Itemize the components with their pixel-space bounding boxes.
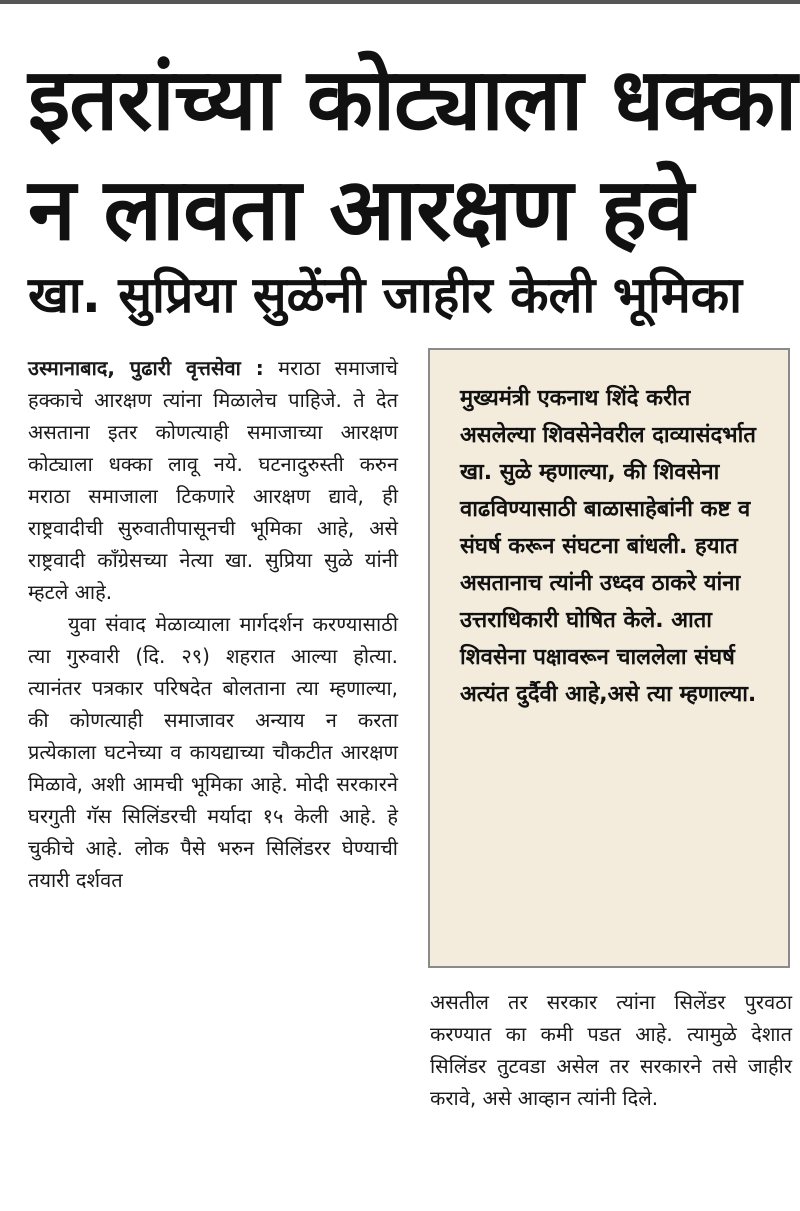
- headline-line-2: न लावता आरक्षण हवे: [28, 160, 693, 260]
- article-right-column: [430, 986, 792, 1114]
- top-rule: [0, 0, 800, 4]
- sidebar-quote-box: [428, 348, 790, 968]
- headline-line-1: इतरांच्या कोट्याला धक्का: [28, 50, 797, 150]
- article-left-column: [28, 352, 398, 896]
- article-para-3: असतील तर सरकार त्यांना सिलेंडर पुरवठा करण्यात का कमी पडत आहे. त्यामुळे देशात सिलिंडर तुटवडा असेल तर सरकारने तसे जाहीर करावे, असे आव्हान त्यांनी दिले.: [430, 990, 792, 1110]
- article-para-2: युवा संवाद मेळाव्याला मार्गदर्शन करण्यासाठी त्या गुरुवारी (दि. २९) शहरात आल्या होत्या. त्यानंतर पत्रकार परिषदेत बोलताना त्या म्हणाल्या, की कोणत्याही समाजावर अन्याय न करता प्रत्येकाला घटनेच्या व कायद्याच्या चौकटीत आरक्षण मिळावे, अशी आमची भूमिका आहे. मोदी सरकारने घरगुती गॅस सिलिंडरची मर्यादा १५ केली आहे. हे चुकीचे आहे. लोक पैसे भरुन सिलिंडरर घेण्याची तयारी दर्शवत: [28, 612, 398, 892]
- article-para-1: [28, 352, 398, 608]
- article-para-1-text: मराठा समाजाचे हक्काचे आरक्षण त्यांना मिळालेच पाहिजे. ते देत असताना इतर कोणत्याही समाजाच्या आरक्षण कोट्याला धक्का लावू नये. घटनादुरुस्ती करुन मराठा समाजाला टिकणारे आरक्षण द्यावे, ही राष्ट्रवादीची सुरुवातीपासूनची भूमिका आहे, असे राष्ट्रवादी काँग्रेसच्या नेत्या खा. सुप्रिया सुळे यांनी म्हटले आहे.: [28, 356, 398, 604]
- sidebar-quote-text: मुख्यमंत्री एकनाथ शिंदे करीत असलेल्या शिवसेनेवरील दाव्यासंदर्भात खा. सुळे म्हणाल्या, की शिवसेना वाढविण्यासाठी बाळासाहेबांनी कष्ट व संघर्ष करून संघटना बांधली. हयात असतानाच त्यांनी उध्दव ठाकरे यांना उत्तराधिकारी घोषित केले. आता शिवसेना पक्षावरून चाललेला संघर्ष अत्यंत दुर्दैवी आहे,असे त्या म्हणाल्या.: [460, 386, 757, 707]
- subheadline: खा. सुप्रिया सुळेंनी जाहीर केली भूमिका: [28, 266, 743, 324]
- dateline: उस्मानाबाद, पुढारी वृत्तसेवा :: [28, 356, 264, 380]
